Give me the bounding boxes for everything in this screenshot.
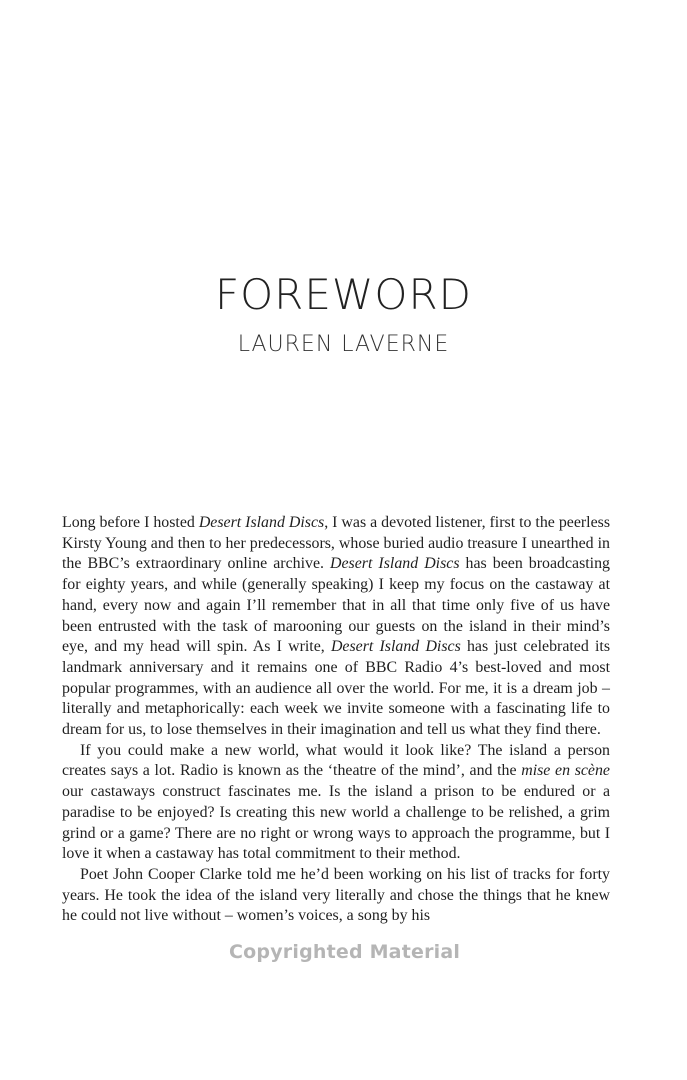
italic-run: Desert Island Discs [330, 638, 461, 656]
paragraph-2 [62, 741, 610, 865]
text-run: has just celebrated its landmark anniversary and it remains one of BBC Radio 4’s best-loved and most popular programmes, with an audience all over the world. For me, it is a dream job – literally and metaphorically: each week we invite someone with a fascinating life to dream for us, to lose themselves in their imagination and tell us what they find there. [62, 638, 610, 739]
paragraph-3 [62, 865, 610, 927]
body-text [62, 513, 610, 927]
text-run: If you could make a new world, what would it look like? The island a person creates says a lot. Radio is known as the ‘theatre of the mind’, and the [62, 741, 610, 780]
text-run: our castaways construct fascinates me. Is the island a prison to be endured or a paradise to be enjoyed? Is creating this new world a challenge to be relished, a grim grind or a game? There are no right or wrong ways to approach the programme, but I love it when a castaway has total commitment to their method. [62, 783, 610, 863]
text-run: has been broadcasting for eighty years, and while (generally speaking) I keep my focus on the castaway at hand, every now and again I’ll remember that in all that time only five of us have been entrusted with the task of marooning our guests on the island in their mind’s eye, and my head will spin. As I write, [62, 555, 610, 656]
text-run: , I was a devoted listener, first to the peerless Kirsty Young and then to her predecessors, whose buried audio treasure I unearthed in the BBC’s extraordinary online archive. [62, 514, 611, 573]
text-run: Poet John Cooper Clarke told me he’d been working on his list of tracks for forty years. He took the idea of the island very literally and chose the things that he knew he could not live without – women’s voices, a song by his [62, 865, 610, 925]
author-name: LAUREN LAVERNE [237, 332, 450, 357]
italic-run: Desert Island Discs [330, 555, 460, 573]
italic-run: mise en scène [521, 762, 610, 780]
copyright-watermark: Copyrighted Material [229, 941, 461, 963]
italic-run: Desert Island Discs [198, 514, 325, 531]
chapter-title: FOREWORD [214, 270, 473, 319]
text-run: Long before I hosted [62, 514, 199, 531]
paragraph-1 [62, 513, 610, 741]
